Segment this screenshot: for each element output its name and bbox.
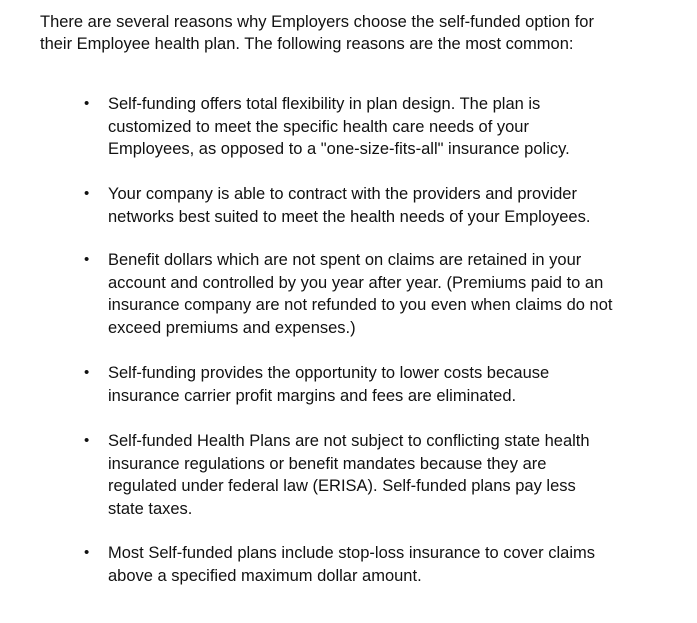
reason-line: Self-funding provides the opportunity to lower costs because bbox=[108, 364, 550, 382]
reason-text bbox=[108, 362, 684, 407]
bullet-icon: • bbox=[84, 95, 90, 112]
reason-provider-networks bbox=[84, 183, 684, 228]
intro-paragraph bbox=[40, 11, 690, 55]
reason-benefit-dollars bbox=[84, 249, 684, 339]
bullet-icon: • bbox=[84, 432, 90, 449]
intro-line: There are several reasons why Employers choose the self-funded option for bbox=[40, 13, 594, 31]
reason-line: Most Self-funded plans include stop-loss insurance to cover claims bbox=[108, 544, 595, 562]
reason-text bbox=[108, 430, 684, 520]
reason-text bbox=[108, 183, 684, 228]
reason-line: insurance carrier profit margins and fees are eliminated. bbox=[108, 386, 517, 405]
reason-line: Employees, as opposed to a "one-size-fits-all" insurance policy. bbox=[108, 140, 570, 158]
reason-line: account and controlled by you year after year. (Premiums paid to an bbox=[108, 273, 604, 292]
reason-text bbox=[108, 542, 684, 587]
bullet-icon: • bbox=[84, 544, 90, 561]
reason-text bbox=[108, 249, 684, 339]
reason-line: state taxes. bbox=[108, 499, 193, 518]
reason-lower-costs bbox=[84, 362, 684, 407]
reason-line: insurance company are not refunded to you even when claims do not bbox=[108, 296, 613, 314]
reason-federal-regulation bbox=[84, 430, 684, 520]
bullet-icon: • bbox=[84, 185, 90, 202]
reason-line: networks best suited to meet the health needs of your Employees. bbox=[108, 207, 591, 226]
reason-line: customized to meet the specific health care needs of your bbox=[108, 117, 529, 136]
reason-line: regulated under federal law (ERISA). Self-funded plans pay less bbox=[108, 477, 576, 495]
reason-line: insurance regulations or benefit mandates because they are bbox=[108, 454, 547, 473]
reason-line: Your company is able to contract with the providers and provider bbox=[108, 185, 577, 203]
reason-line: Self-funded Health Plans are not subject to conflicting state health bbox=[108, 432, 590, 450]
bullet-icon: • bbox=[84, 251, 90, 268]
reason-flexibility bbox=[84, 93, 684, 161]
reason-line: Benefit dollars which are not spent on claims are retained in your bbox=[108, 251, 582, 269]
reason-line: above a specified maximum dollar amount. bbox=[108, 566, 422, 585]
bullet-icon: • bbox=[84, 364, 90, 381]
reason-line: exceed premiums and expenses.) bbox=[108, 318, 356, 337]
reason-stop-loss bbox=[84, 542, 684, 587]
reason-text bbox=[108, 93, 684, 161]
reason-line: Self-funding offers total flexibility in plan design. The plan is bbox=[108, 95, 541, 113]
intro-line: their Employee health plan. The following reasons are the most common: bbox=[40, 35, 574, 53]
